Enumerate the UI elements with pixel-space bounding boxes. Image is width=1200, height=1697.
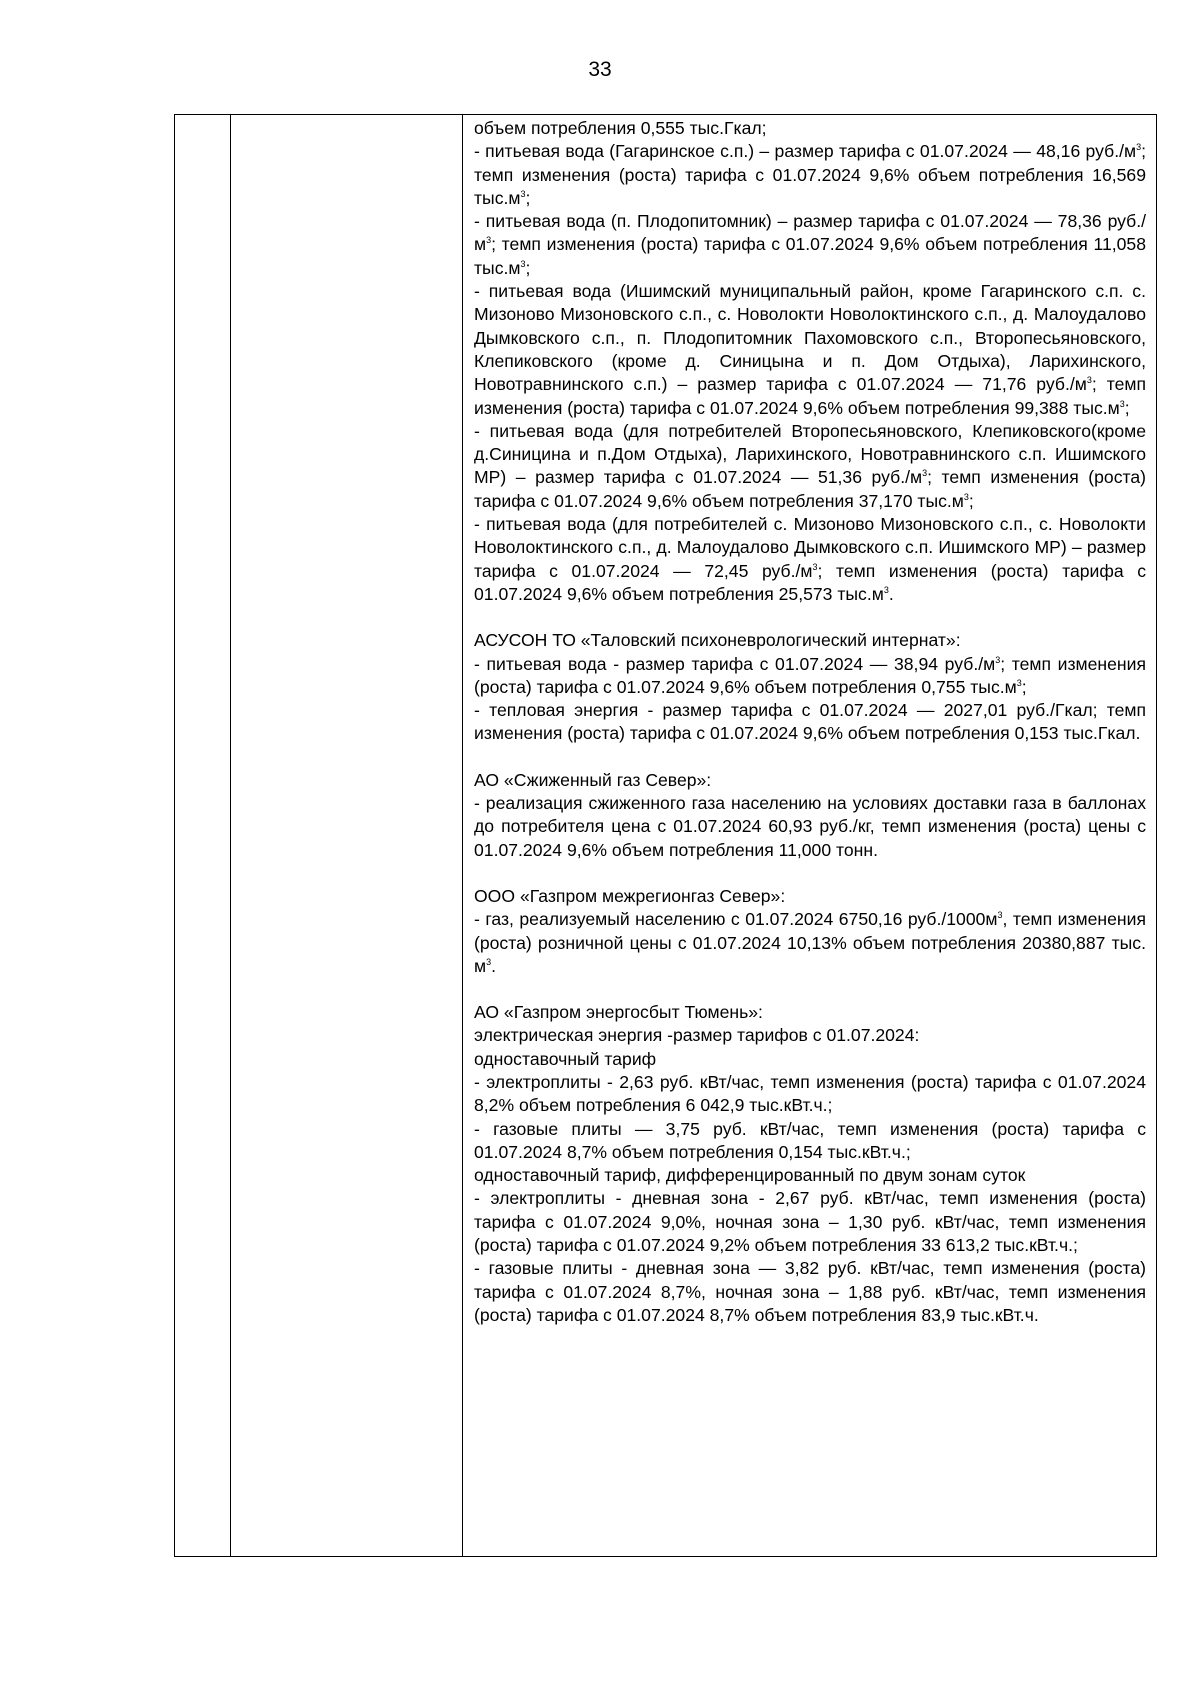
table-cell-number [175, 115, 231, 1556]
page-number: 33 [588, 58, 612, 81]
text-line: объем потребления 0,555 тыс.Гкал; [474, 118, 767, 138]
text-line: - газ, реализуемый населению с 01.07.2024 6750,16 $руб./1000м^3$, темп изменения (роста) розничной цены с 01.07.2024 10,13% объем потребления 20380,887 тыс. $м^3$. [474, 909, 1147, 976]
table [174, 114, 1157, 1557]
text-line: - электроплиты - 2,63 руб. кВт/час, темп изменения (роста) тарифа с 01.07.2024 8,2% объем потребления 6 042,9 тыс.кВт.ч.; [474, 1071, 1146, 1116]
section-heading: АО «Газпром энергосбыт Тюмень»: [474, 1002, 763, 1023]
text-line: - тепловая энергия - размер тарифа с 01.07.2024 — 2027,01 руб./Гкал; темп изменения (роста) тарифа с 01.07.2024 9,6% объем потребления 0,153 тыс.Гкал. [474, 700, 1146, 744]
section-heading: АО «Сжиженный газ Север»: [474, 769, 712, 790]
table-cell-content [463, 115, 1156, 1556]
section-talovsky [474, 629, 1146, 745]
text-line: - питьевая вода (Ишимский муниципальный район, кроме Гагаринского с.п. с. Мизоново Мизоновского с.п., с. Новолокти Новолоктинского с.п., д. Малоудалово Дымковского с.п., п. Плодопитомник Пахомовского с.п., Второпесьяновского, Клепиковского (кроме д. Синицына и п. Дом Отдыха), Ларихинского, Новотравнинского с.п.) – размер тарифа с 01.07.2024 — 71,76 $руб./м^3$; темп изменения (роста) тарифа с 01.07.2024 9,6% объем потребления 99,388 $тыс.м^3$; [474, 281, 1146, 418]
text-line: - питьевая вода (для потребителей Второпесьяновского, Клепиковского(кроме д.Синицина и п.Дом Отдыха), Ларихинского, Новотравнинского с.п. Ишимского МР) – размер тарифа с 01.07.2024 — 51,36 $руб./м^3$; темп изменения (роста) тарифа с 01.07.2024 9,6% объем потребления 37,170 $тыс.м^3$; [474, 420, 1147, 511]
text-line: одноставочный тариф, дифференцированный по двум зонам суток [474, 1165, 1026, 1186]
text-line: - газовые плиты - дневная зона — 3,82 руб. кВт/час, темп изменения (роста) тарифа с 01.07.2024 8,7%, ночная зона – 1,88 руб. кВт/час, темп изменения (роста) тарифа с 01.07.2024 8,7% объем потребления 83,9 тыс.кВт.ч. [474, 1258, 1146, 1325]
section-gazprom-mezhregiongaz [474, 885, 1146, 978]
text-line: - реализация сжиженного газа населению на условиях доставки газа в баллонах до потребителя цена с 01.07.2024 60,93 руб./кг, темп изменения (роста) цены с 01.07.2024 9,6% объем потребления 11,000 тонн. [474, 793, 1146, 860]
text-line: - газовые плиты — 3,75 руб. кВт/час, темп изменения (роста) тарифа с 01.07.2024 8,7% объем потребления 0,154 тыс.кВт.ч.; [474, 1118, 1146, 1162]
section-continuation [474, 117, 1146, 606]
section-gazprom-energosbyt [474, 1001, 1146, 1327]
text-line: - питьевая вода (п. Плодопитомник) – размер тарифа с 01.07.2024 — 78,36 $руб./м^3$; темп изменения (роста) тарифа с 01.07.2024 9,6% объем потребления 11,058 $тыс.м^3$; [474, 211, 1146, 278]
table-cell-name [231, 115, 463, 1556]
section-heading: ООО «Газпром межрегионгаз Север»: [474, 885, 786, 906]
section-heading: АСУСОН ТО «Таловский психоневрологический интернат»: [474, 630, 961, 651]
section-lpg-sever [474, 769, 1146, 862]
text-line: - электроплиты - дневная зона - 2,67 руб. кВт/час, темп изменения (роста) тарифа с 01.07.2024 9,0%, ночная зона – 1,30 руб. кВт/час, темп изменения (роста) тарифа с 01.07.2024 9,2% объем потребления 33 613,2 тыс.кВт.ч.; [474, 1188, 1146, 1256]
text-line: - питьевая вода (для потребителей с. Мизоново Мизоновского с.п., с. Новолокти Новолоктинского с.п., д. Малоудалово Дымковского с.п. Ишимского МР) – размер тарифа с 01.07.2024 — 72,45 $руб./м^3$; темп изменения (роста) тарифа с 01.07.2024 9,6% объем потребления 25,573 $тыс.м^3$. [474, 514, 1146, 604]
text-line: электрическая энергия -размер тарифов с 01.07.2024: [474, 1025, 920, 1046]
text-line: одноставочный тариф [474, 1048, 657, 1069]
text-line: - питьевая вода - размер тарифа с 01.07.2024 — 38,94 $руб./м^3$; темп изменения (роста) тарифа с 01.07.2024 9,6% объем потребления 0,755 $тыс.м^3$; [474, 653, 1146, 697]
text-line: - питьевая вода (Гагаринское с.п.) – размер тарифа с 01.07.2024 — 48,16 $руб./м^3$; темп изменения (роста) тарифа с 01.07.2024 9,6% объем потребления 16,569 $тыс.м^3$; [474, 141, 1146, 208]
